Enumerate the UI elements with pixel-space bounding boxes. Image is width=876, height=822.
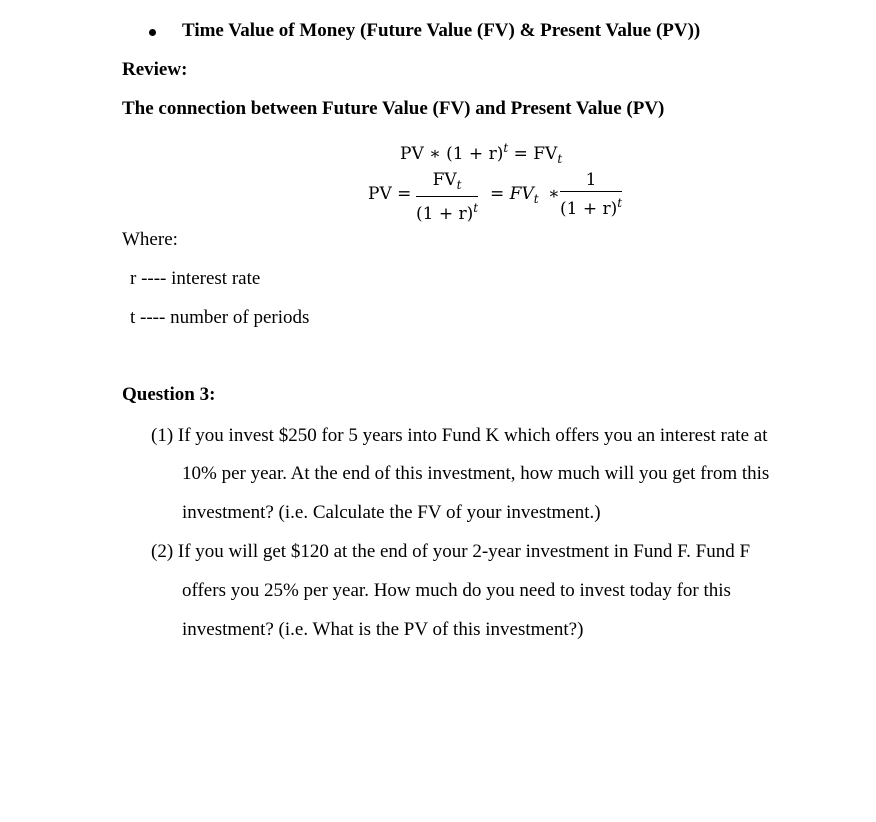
formula-pv-lhs: PV = xyxy=(368,184,412,204)
question-1-line-3: investment? (i.e. Calculate the FV of your investment.) xyxy=(182,502,601,523)
definition-t xyxy=(130,307,309,329)
formula-fv-subscript: t xyxy=(557,152,563,166)
formula-pv-fraction-2: 1 $(1 + r)^t$ xyxy=(560,170,623,219)
formula-fv-rhs: = FV xyxy=(513,144,558,164)
fraction-2-numerator: 1 xyxy=(585,170,597,190)
formula-fv-exponent: t xyxy=(503,141,509,155)
fraction-2-bar xyxy=(560,191,622,192)
definition-symbol: r ---- xyxy=(130,268,167,289)
definition-symbol: t ---- xyxy=(130,307,166,328)
fraction-2-denominator: (1 + r) xyxy=(560,199,618,219)
question-1-line-1: (1) If you invest $250 for 5 years into Fund K which offers you an interest rate at xyxy=(151,425,768,446)
connection-title: The connection between Future Value (FV) and Present Value (PV) xyxy=(122,98,665,119)
formula-pv-fraction-1: $FV_t$ $(1 + r)^t$ xyxy=(416,170,479,224)
definition-text: interest rate xyxy=(171,268,261,289)
bullet-icon xyxy=(149,29,156,36)
question-2-line-1: (2) If you will get $120 at the end of your 2-year investment in Fund F. Fund F xyxy=(151,541,751,562)
formula-fv-lhs: PV ∗ (1 + r) xyxy=(400,144,504,164)
times-sign: ∗ xyxy=(547,184,560,204)
fraction-1-numerator: FV xyxy=(432,170,457,190)
where-label: Where: xyxy=(122,229,178,250)
formula-pv-mid: = $FV_t$ ∗ xyxy=(490,184,560,206)
definition-r xyxy=(130,268,260,290)
formula-fv xyxy=(400,141,562,166)
review-label: Review: xyxy=(122,59,188,80)
question-2-line-3: investment? (i.e. What is the PV of this investment?) xyxy=(182,619,584,640)
question-1-line-2: 10% per year. At the end of this investment, how much will you get from this xyxy=(182,463,770,484)
fraction-1-denominator: (1 + r) xyxy=(416,204,474,224)
question-2-line-2: offers you 25% per year. How much do you need to invest today for this xyxy=(182,580,731,601)
question-label: Question 3: xyxy=(122,384,216,405)
fraction-1-bar xyxy=(416,196,478,197)
definition-text: number of periods xyxy=(170,307,310,328)
section-title: Time Value of Money (Future Value (FV) & Present Value (PV)) xyxy=(182,20,701,41)
